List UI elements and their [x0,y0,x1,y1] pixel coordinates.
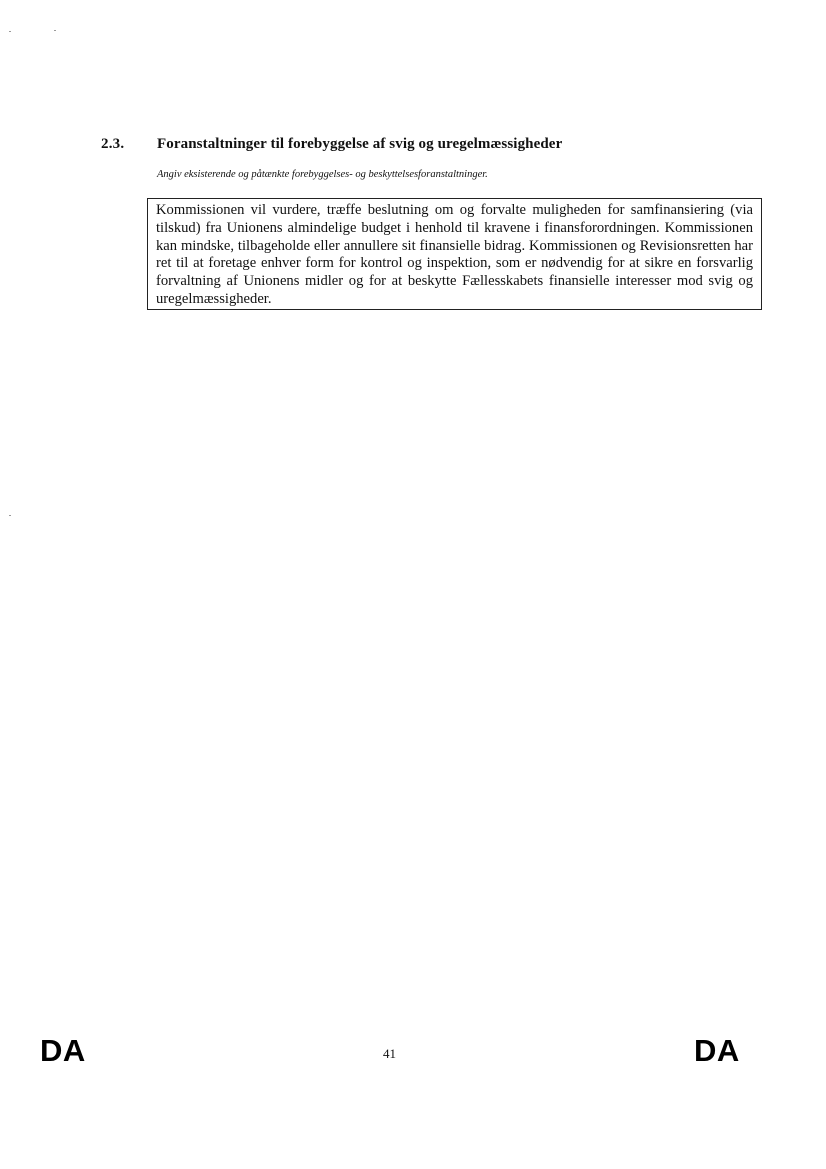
section-title: Foranstaltninger til forebyggelse af svig og uregelmæssigheder [157,136,563,152]
answer-paragraph: Kommissionen vil vurdere, træffe beslutning om og forvalte muligheden for samfinansiering (via tilskud) fra Unionens almindelige budget i henhold til kravene i finansforordningen. Kommissionen kan mindske, tilbageholde eller annullere sit finansielle bidrag. Kommissionen og Revisionsretten har ret til at foretage enhver form for kontrol og inspektion, som er nødvendig for at sikre en forsvarlig forvaltning af Unionens midler og for at beskytte Fællesskabets finansielle interesser mod svig og uregelmæssigheder. [156,202,753,307]
answer-text-box [147,198,762,310]
scan-speck [9,31,11,32]
footer-language-code-left: DA [40,1033,86,1068]
section-instruction: Angiv eksisterende og påtænkte forebyggelses- og beskyttelsesforanstaltninger. [157,169,488,180]
footer-language-code-right: DA [694,1033,740,1068]
page-number: 41 [383,1046,396,1061]
scan-speck [54,30,56,31]
section-number: 2.3. [101,136,125,152]
scan-speck [9,515,11,516]
